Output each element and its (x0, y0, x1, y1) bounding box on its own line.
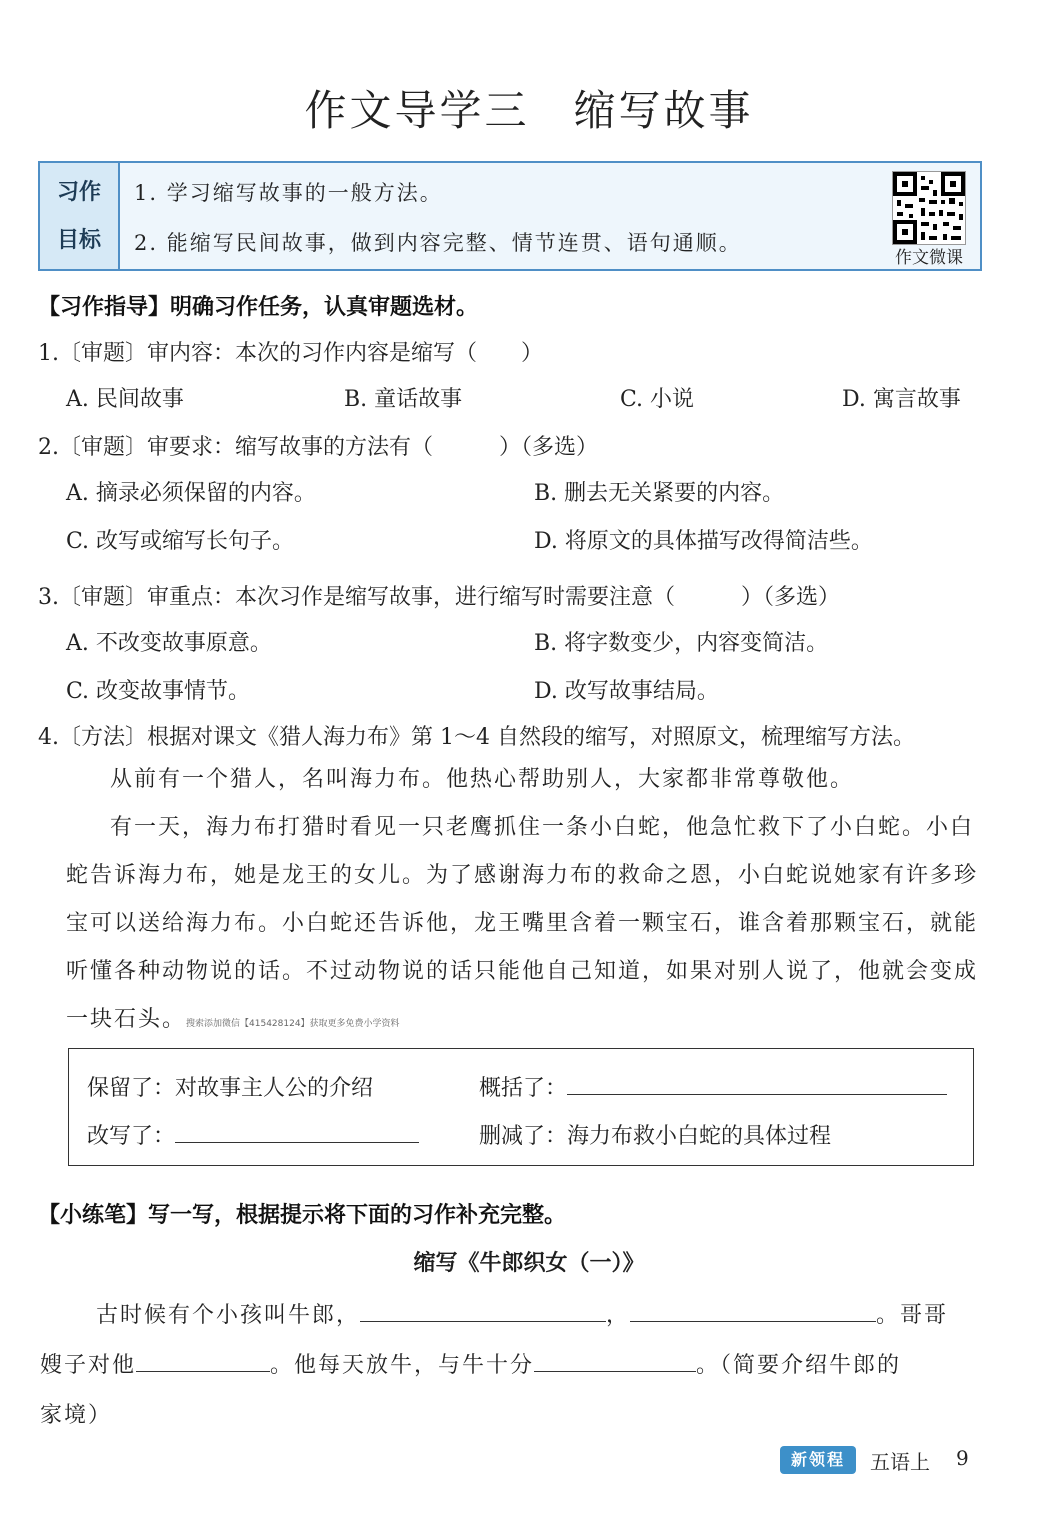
summary-rewritten-label: 改写了： (87, 1124, 176, 1149)
q1-option-b: B. 童话故事 (344, 387, 463, 412)
q3-option-a: A. 不改变故事原意。 (66, 631, 272, 656)
practice-s1-comma: ， (606, 1303, 631, 1328)
practice-s2b: 。他每天放牛，与牛十分 (270, 1353, 535, 1378)
goals-label-line2: 目标 (56, 228, 101, 253)
goal-item-1: 1. 学习缩写故事的一般方法。 (134, 181, 443, 205)
summary-deleted: 删减了：海力布救小白蛇的具体过程 (479, 1124, 832, 1149)
question-3: 3.〔审题〕审重点：本次习作是缩写故事，进行缩写时需要注意（ ）（多选） (38, 585, 840, 610)
page-number: 9 (956, 1446, 969, 1470)
practice-blank-4[interactable] (534, 1351, 696, 1372)
goals-label-line1: 习作 (56, 180, 101, 205)
q2-option-a: A. 摘录必须保留的内容。 (66, 481, 316, 506)
brand-logo: 新领程 (780, 1446, 856, 1474)
goals-label (40, 163, 120, 269)
practice-subtitle: 缩写《牛郎织女（一）》 (413, 1251, 645, 1276)
goals-box (38, 161, 982, 271)
passage-paragraph-1: 从前有一个猎人，名叫海力布。他热心帮助别人，大家都非常尊敬他。 (110, 767, 855, 792)
passage-paragraph-2-text: 有一天，海力布打猎时看见一只老鹰抓住一条小白蛇，他急忙救下了小白蛇。小白蛇告诉海力布，她是龙王的女儿。为了感谢海力布的救命之恩，小白蛇说她家有许多珍宝可以送给海力布。小白蛇还告诉他，龙王嘴里含着一颗宝石，谁含着那颗宝石，就能听懂各种动物说的话。不过动物说的话只能他自己知道，如果对别人说了，他就会变成一块石头。 (66, 815, 979, 1032)
summary-rewritten (87, 1119, 419, 1150)
passage (66, 756, 986, 1048)
practice-line-2 (40, 1348, 901, 1379)
practice-line-1 (96, 1298, 948, 1329)
summary-kept: 保留了：对故事主人公的介绍 (87, 1076, 374, 1101)
page-title (0, 78, 1058, 138)
goal-item-2: 2. 能缩写民间故事，做到内容完整、情节连贯、语句通顺。 (134, 231, 742, 255)
practice-s2a: 嫂子对他 (40, 1353, 137, 1378)
practice-blank-3[interactable] (136, 1351, 270, 1372)
rewritten-blank[interactable] (175, 1122, 419, 1143)
summary-box (68, 1048, 974, 1166)
practice-blank-1[interactable] (360, 1301, 606, 1322)
summarized-blank[interactable] (567, 1074, 947, 1095)
practice-s2c: 。（简要介绍牛郎的 (696, 1353, 902, 1378)
q3-option-c: C. 改变故事情节。 (66, 679, 251, 704)
practice-s1-end: 。哥哥 (876, 1303, 949, 1328)
question-2: 2.〔审题〕审要求：缩写故事的方法有（ ）（多选） (38, 435, 598, 460)
q1-option-a: A. 民间故事 (66, 387, 184, 412)
q3-option-b: B. 将字数变少，内容变简洁。 (534, 631, 829, 656)
footer-book: 五语上 (870, 1450, 930, 1474)
summary-summarized (479, 1071, 947, 1102)
q2-option-d: D. 将原文的具体描写改得简洁些。 (534, 529, 873, 554)
question-4: 4.〔方法〕根据对课文《猎人海力布》第 1～4 自然段的缩写，对照原文，梳理缩写方法。 (38, 725, 915, 750)
summary-summarized-label: 概括了： (479, 1076, 568, 1101)
practice-s1: 古时候有个小孩叫牛郎， (96, 1303, 361, 1328)
q3-option-d: D. 改写故事结局。 (534, 679, 719, 704)
practice-line-3: 家境） (40, 1403, 113, 1428)
q1-option-c: C. 小说 (620, 387, 695, 412)
qr-code-icon[interactable] (892, 171, 966, 245)
practice-heading: 【小练笔】写一写，根据提示将下面的习作补充完整。 (38, 1203, 567, 1228)
q1-option-d: D. 寓言故事 (842, 387, 961, 412)
q2-option-c: C. 改写或缩写长句子。 (66, 529, 295, 554)
guide-heading: 【习作指导】明确习作任务，认真审题选材。 (38, 295, 479, 320)
watermark: 搜索添加微信【415428124】获取更多免费小学资料 (186, 1019, 400, 1029)
practice-blank-2[interactable] (630, 1301, 876, 1322)
qr-label: 作文微课 (895, 248, 963, 268)
title-right: 缩写故事 (573, 86, 754, 135)
q2-option-b: B. 删去无关紧要的内容。 (534, 481, 785, 506)
passage-paragraph-2 (66, 804, 986, 1048)
title-left: 作文导学三 (304, 86, 530, 135)
question-1: 1.〔审题〕审内容：本次的习作内容是缩写（ ） (38, 341, 543, 366)
